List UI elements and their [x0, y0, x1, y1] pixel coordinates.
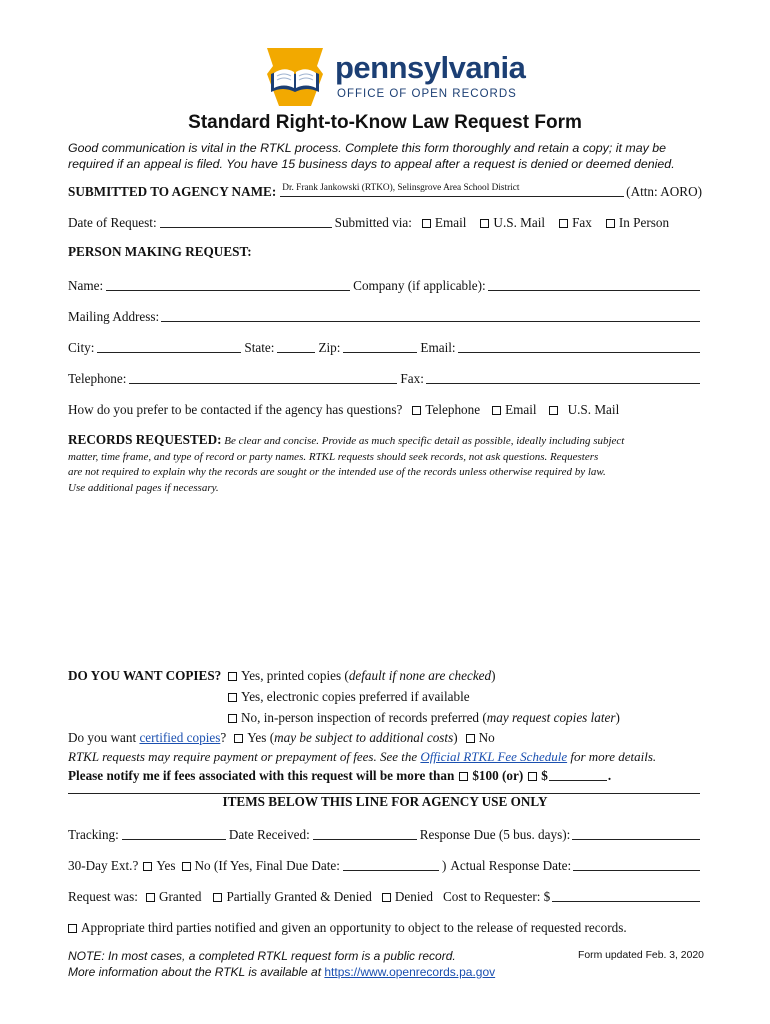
submit-email-label: Email: [434, 215, 467, 230]
received-label: Date Received:: [228, 827, 310, 842]
name-row: [68, 274, 702, 294]
attn-label: (Attn: AORO): [626, 184, 702, 199]
partial-label: Partially Granted & Denied: [226, 889, 372, 904]
intro-line: Good communication is vital in the RTKL process. Complete this form thoroughly and retain a copy; it may be: [68, 141, 667, 155]
contact-email-label: Email: [505, 402, 537, 417]
copies-printed-checkbox[interactable]: [228, 672, 237, 681]
submitted-label: Submitted via:: [334, 215, 412, 230]
certified-copies-link[interactable]: certified copies: [139, 730, 221, 745]
copies-inspection-note: may request copies later: [486, 710, 616, 725]
email-label: Email:: [420, 340, 456, 355]
form-updated-date: Form updated Feb. 3, 2020: [578, 950, 704, 961]
agency-use-heading: ITEMS BELOW THIS LINE FOR AGENCY USE ONLY: [222, 794, 548, 809]
actual-response-field[interactable]: [573, 858, 700, 871]
copies-printed-note: default if none are checked: [348, 668, 492, 683]
agency-row: [68, 180, 702, 200]
certified-label: Do you want: [68, 730, 137, 745]
third-parties-checkbox[interactable]: [68, 924, 77, 933]
agency-name-field[interactable]: Dr. Frank Jankowski (RTKO), Selinsgrove Area School District: [280, 182, 624, 197]
openrecords-link[interactable]: https://www.openrecords.pa.gov: [324, 964, 496, 979]
contact-email-checkbox[interactable]: [492, 406, 501, 415]
footer-note: [68, 949, 548, 980]
certified-yes-close: ): [453, 730, 458, 745]
footer-note-line: More information about the RTKL is available at: [68, 964, 322, 979]
company-field[interactable]: [488, 278, 700, 291]
certified-question-mark: ?: [220, 730, 227, 745]
tracking-field[interactable]: [122, 827, 226, 840]
records-instructions: Be clear and concise. Provide as much specific detail as possible, ideally including subject: [224, 435, 625, 447]
third-parties-label: Appropriate third parties notified and given an opportunity to object to the release of requested records.: [81, 920, 627, 935]
records-requested: [68, 432, 702, 496]
copies-electronic-option: [228, 689, 470, 705]
copies-printed-option: [228, 668, 496, 684]
cost-field[interactable]: [552, 889, 700, 902]
records-description-field[interactable]: [68, 500, 702, 656]
fax-label: Fax:: [400, 371, 424, 386]
keystone-book-icon: [263, 46, 327, 108]
records-instructions: matter, time frame, and type of record or party names. RTKL requests should seek records, not ask questions. Requesters: [68, 450, 599, 463]
submit-email-checkbox[interactable]: [422, 219, 431, 228]
received-field[interactable]: [313, 827, 417, 840]
fee-schedule-link[interactable]: Official RTKL Fee Schedule: [420, 749, 568, 764]
name-label: Name:: [68, 278, 104, 293]
agency-label: SUBMITTED TO AGENCY NAME:: [68, 184, 277, 199]
mailing-address-field[interactable]: [161, 309, 700, 322]
city-label: City:: [68, 340, 95, 355]
request-status-row: [68, 885, 702, 905]
date-row: [68, 211, 702, 231]
notify-custom-checkbox[interactable]: [528, 772, 537, 781]
contact-mail-label: U.S. Mail: [567, 402, 620, 417]
extension-close: ): [441, 858, 447, 873]
certified-no-label: No: [478, 730, 495, 745]
copies-printed-label: Yes, printed copies (: [241, 668, 349, 683]
partial-checkbox[interactable]: [213, 893, 222, 902]
response-due-field[interactable]: [572, 827, 700, 840]
submit-in-person-label: In Person: [618, 215, 670, 230]
page-title: Standard Right-to-Know Law Request Form: [188, 112, 582, 133]
copies-electronic-label: Yes, electronic copies preferred if available: [241, 689, 470, 704]
granted-checkbox[interactable]: [146, 893, 155, 902]
pennsylvania-logo: [263, 46, 526, 110]
company-label: Company (if applicable):: [353, 278, 486, 293]
submit-mail-checkbox[interactable]: [480, 219, 489, 228]
contact-question: How do you prefer to be contacted if the agency has questions?: [68, 402, 403, 417]
notify-text: Please notify me if fees associated with this request will be more than: [68, 768, 455, 783]
extension-yes-checkbox[interactable]: [143, 862, 152, 871]
intro-text: [68, 140, 708, 172]
extension-row: [68, 854, 702, 874]
denied-label: Denied: [394, 889, 433, 904]
extension-no-label: No (If Yes, Final Due Date:: [194, 858, 340, 873]
mailing-row: [68, 305, 702, 325]
copies-inspection-close: ): [615, 710, 620, 725]
date-label: Date of Request:: [68, 215, 157, 230]
intro-line: required if an appeal is filed. You have 15 business days to appeal after a request is denied or deemed denied.: [68, 157, 675, 171]
person-heading: PERSON MAKING REQUEST:: [68, 244, 252, 259]
date-field[interactable]: [160, 215, 332, 228]
request-was-label: Request was:: [68, 889, 138, 904]
submit-fax-label: Fax: [572, 215, 592, 230]
certified-yes-label: Yes (: [247, 730, 275, 745]
notify-end: .: [607, 768, 612, 783]
final-due-date-field[interactable]: [343, 858, 439, 871]
certified-row: [68, 730, 495, 746]
phone-row: [68, 367, 702, 387]
copies-label: DO YOU WANT COPIES?: [68, 668, 222, 683]
extension-label: 30-Day Ext.?: [68, 858, 139, 873]
phone-label: Telephone:: [68, 371, 127, 386]
contact-telephone-checkbox[interactable]: [412, 406, 421, 415]
notify-amount-field[interactable]: [549, 768, 607, 781]
submit-in-person-checkbox[interactable]: [606, 219, 615, 228]
zip-field[interactable]: [343, 340, 417, 353]
mailing-label: Mailing Address:: [68, 309, 160, 324]
records-label: RECORDS REQUESTED:: [68, 432, 222, 447]
copies-electronic-checkbox[interactable]: [228, 693, 237, 702]
submit-fax-checkbox[interactable]: [559, 219, 568, 228]
extension-no-checkbox[interactable]: [182, 862, 191, 871]
fees-text-end: for more details.: [570, 749, 657, 764]
actual-response-label: Actual Response Date:: [450, 858, 572, 873]
third-parties-row: [68, 916, 702, 936]
name-field[interactable]: [106, 278, 350, 291]
city-row: [68, 336, 702, 356]
notify-row: [68, 768, 611, 784]
certified-yes-checkbox[interactable]: [234, 734, 243, 743]
notify-custom-label: $: [541, 768, 548, 783]
email-field[interactable]: [458, 340, 700, 353]
notify-100-label: $100 (or): [472, 768, 524, 783]
notify-100-checkbox[interactable]: [459, 772, 468, 781]
certified-no-checkbox[interactable]: [466, 734, 475, 743]
city-field[interactable]: [97, 340, 241, 353]
contact-row: [68, 398, 702, 418]
copies-printed-close: ): [491, 668, 496, 683]
records-instructions: Use additional pages if necessary.: [68, 481, 219, 494]
zip-label: Zip:: [318, 340, 341, 355]
copies-inspection-checkbox[interactable]: [228, 714, 237, 723]
phone-field[interactable]: [129, 371, 397, 384]
response-due-label: Response Due (5 bus. days):: [419, 827, 571, 842]
state-label: State:: [244, 340, 275, 355]
contact-mail-checkbox[interactable]: [549, 406, 558, 415]
extension-yes-label: Yes: [156, 858, 176, 873]
tracking-label: Tracking:: [68, 827, 119, 842]
logo-name: pennsylvania: [335, 50, 526, 85]
contact-telephone-label: Telephone: [425, 402, 481, 417]
denied-checkbox[interactable]: [382, 893, 391, 902]
cost-label: Cost to Requester: $: [442, 889, 551, 904]
fees-text: RTKL requests may require payment or prepayment of fees. See the: [68, 749, 418, 764]
footer-note-line: NOTE: In most cases, a completed RTKL request form is a public record.: [68, 949, 456, 963]
records-instructions: are not required to explain why the records are sought or the intended use of the records unless otherwise required by law.: [68, 466, 606, 479]
certified-yes-note: may be subject to additional costs: [274, 730, 454, 745]
state-field[interactable]: [277, 340, 315, 353]
copies-inspection-label: No, in-person inspection of records preferred (: [241, 710, 487, 725]
copies-inspection-option: [228, 710, 620, 726]
tracking-row: [68, 823, 702, 843]
logo-office: OFFICE OF OPEN RECORDS: [337, 88, 517, 100]
submit-mail-label: U.S. Mail: [493, 215, 546, 230]
fax-field[interactable]: [426, 371, 700, 384]
fees-row: [68, 749, 656, 765]
granted-label: Granted: [158, 889, 202, 904]
